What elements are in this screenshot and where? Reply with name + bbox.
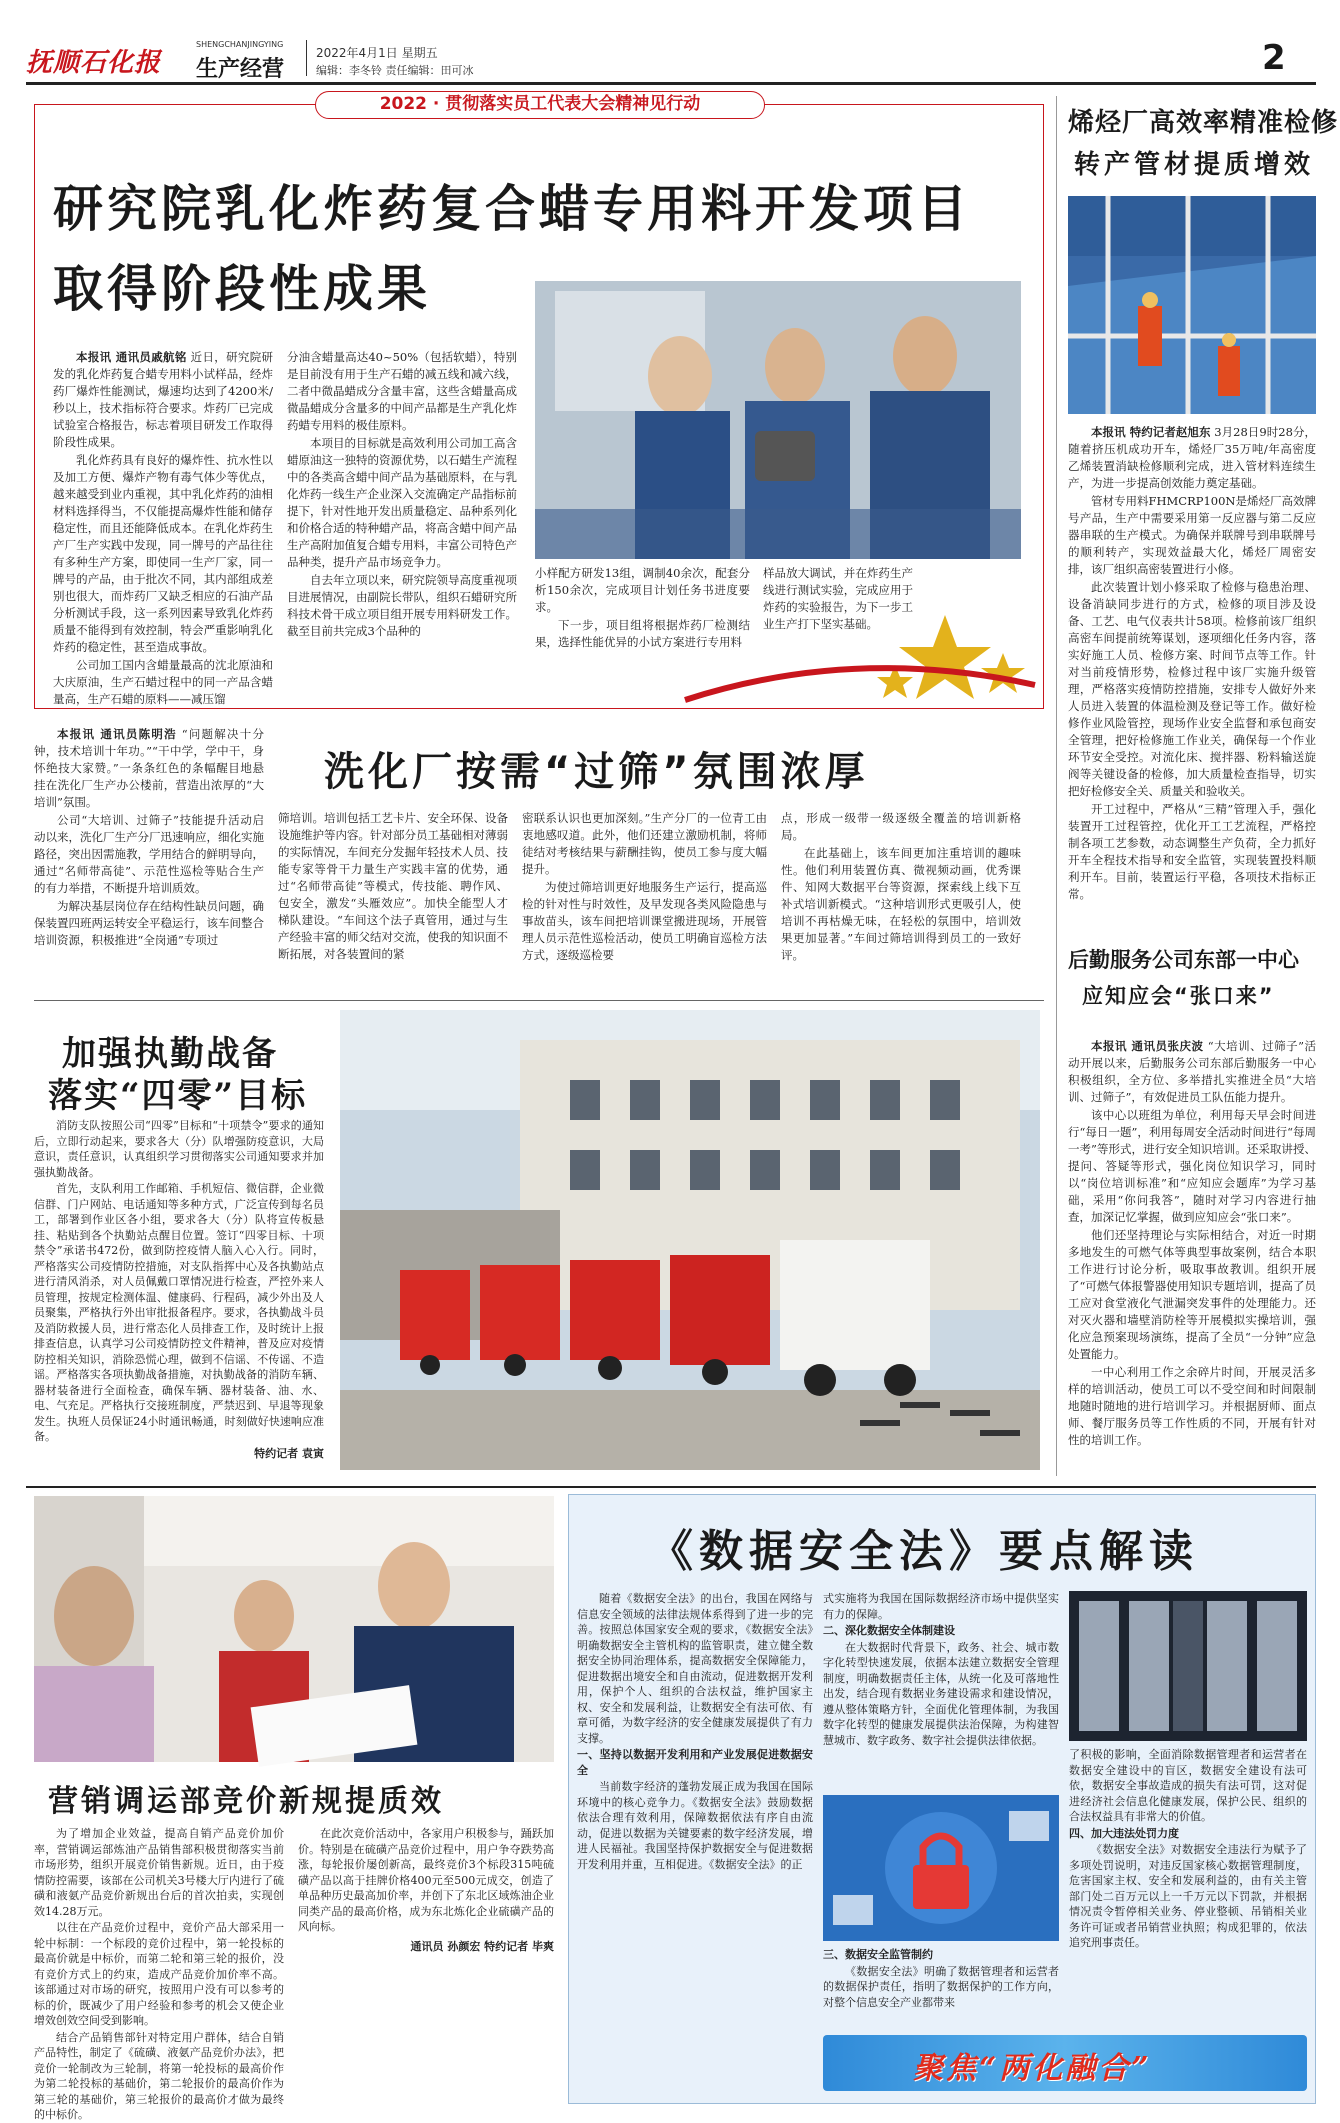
shuju-heading-1: 一、坚持以数据开发利用和产业发展促进数据安全 <box>577 1748 813 1777</box>
focus-banner <box>823 2035 1307 2091</box>
fire-station-photo <box>340 1010 1040 1470</box>
shuju-heading-3: 三、数据安全监管制约 <box>823 1948 933 1961</box>
xihua-column-1 <box>34 726 264 996</box>
xihua-col4-para1: 点，形成一级带一级逐级全覆盖的培训新格局。 <box>781 811 1021 842</box>
security-lock-photo <box>823 1795 1059 1941</box>
lead-photo-researchers <box>535 281 1021 559</box>
houqin-story <box>1068 944 1316 1474</box>
jianpeng-story <box>1068 96 1339 936</box>
lead-column-2 <box>287 349 517 699</box>
houqin-byline: 本报讯 通讯员张庆波 <box>1091 1039 1204 1053</box>
right-column-divider <box>1056 96 1057 1476</box>
lead-col3-para1: 小样配方研发13组，调制40余次，配套分析150余次，完成项目计划任务书进度要求。 <box>535 566 750 614</box>
shuju-para1: 当前数字经济的蓬勃发展正成为我国在国际环境中的核心竞争力。《数据安全法》鼓励数据依法合理有效利用，保障数据依法有序自由流动，促进以数据为关键要素的数字经济发展，增进人民福祉。我国坚持保护数据安全与促进数据开发利用并重，互相促进。《数据安全法》的正 <box>577 1780 813 1871</box>
xiaofang-para2: 首先，支队利用工作邮箱、手机短信、微信群，企业微信群、门户网站、电话通知等多种方式，广泛宣传到每名员工，部署到作业区各小组，要求各大（分）队将宣传板悬挂、粘贴到各个执勤站点醒目位置。签订“四零目标、十项禁令”承诺书472份，做到防控疫情人脑入心入行。同时，严格落实公司疫情防控措施，对支队指挥中心及各执勤站点进行清风消杀，对人员佩戴口罩情况进行检查，严控外来人员管理，按规定检测体温、健康码、行程码，减少外出及人员聚集，严格执行外出审批报备程序。要求，各执勤战斗员及消防救援人员，进行常态化人员排查工作，及时统计上报排查信息，认真学习公司疫情防控文件精神，普及应对疫情防控相关知识，消除恐慌心理，做到不信谣、不传谣、不造谣。严格落实各项执勤战备措施，对执勤战备的消防车辆、器材装备进行全面检查，确保车辆、器材装备、油、水、电、气充足。严格执行交接班制度，严禁迟到、早退等现象发生。执班人员保证24小时通讯畅通，时刻做好快速响应准备。 <box>34 1182 324 1443</box>
yingxiao-byline: 通讯员 孙颜宏 特约记者 毕爽 <box>410 1939 554 1953</box>
lead-col2-para3: 自去年立项以来，研究院领导高度重视项目进展情况，由副院长带队，组织石蜡研究所科技术骨干成立项目组开展专用料研发工作。截至目前共完成3个品种的 <box>287 573 517 638</box>
houqin-para1: “大培训、过筛子”活动开展以来，后勤服务公司东部后勤服务一中心积极组织，全方位、多举措扎实推进全员“大培训、过筛子”，有效促进员工队伍能力提升。 <box>1068 1039 1317 1104</box>
shuju-intro: 随着《数据安全法》的出台，我国在网络与信息安全领域的法律法规体系得到了进一步的完善。按照总体国家安全观的要求，《数据安全法》明确数据安全主管机构的监管职责，建立健全数据安全协同治理体系，提高数据安全保障能力，促进数据出境安全和自由流动，促进数据开发利用，保护个人、组织的合法权益，维护国家主权、安全和发展利益，让数据安全有法可依、有章可循，为数字经济的安全健康发展提供了有力支撑。 <box>577 1592 813 1745</box>
lock-illustration <box>823 1795 1059 1941</box>
page-number: 2 <box>1262 38 1286 78</box>
jianpeng-para2: 管材专用料FHMCRP100N是烯烃厂高效牌号产品，生产中需要采用第一反应器与第二反应器串联的生产模式。为确保并联牌号到串联牌号的顺利转产，实现效益最大化，烯烃厂周密安排，该厂组织高密装置进行小修。 <box>1068 494 1316 576</box>
section-title: 生产经营 <box>196 57 285 82</box>
divider-lower <box>26 1486 1316 1488</box>
masthead-divider <box>306 40 307 76</box>
xihua-col1-para3: 为解决基层岗位存在结构性缺员问题，确保装置四班两运转安全平稳运行，该车间整合培训资源，积极推进“全岗通”专项过 <box>34 899 264 947</box>
houqin-headline-1: 后勤服务公司东部一中心 <box>1068 948 1299 972</box>
shuju-para4: 《数据安全法》对数据安全违法行为赋予了多项处罚说明，对违反国家核心数据管理制度，危害国家主权、安全和发展利益的，由有关主管部门处二百万元以上一千万元以下罚款，并根据情况责令暂停相关业务、停业整顿、吊销相关业务许可证或者吊销营业执照；构成犯罪的，依法追究刑事责任。 <box>1069 1843 1307 1949</box>
jianpeng-headline-1: 烯烃厂高效率精准检修 <box>1068 108 1339 138</box>
lead-col2-para2: 本项目的目标就是高效利用公司加工高含蜡原油这一独特的资源优势，以石蜡生产流程中的各类高含蜡中间产品为基础原料，在与乳化炸药一线生产企业深入交流确定产品指标前提下，针对性地开发出质量稳定、品种系列化和价格合适的特种蜡产品，将高含蜡中间产品生产高附加值复合蜡专用料，丰富公司特色产品种类，提升产品市场竞争力。 <box>287 436 517 569</box>
shuju-column-1 <box>577 1591 813 2097</box>
xiaofang-para1: 消防支队按照公司“四零”目标和“十项禁令”要求的通知后，立即行动起来，要求各大（分）队增强防疫意识，大局意识，责任意识，认真组织学习贯彻落实公司通知要求并加强执勤战备。 <box>34 1119 324 1179</box>
yingxiao-para2: 以往在产品竞价过程中，竞价产品大部采用一轮中标制：一个标段的竞价过程中，第一轮投标的最高价就是中标价，而第二轮和第三轮的报价，没有竞价方式上的约束，造成产品竞价加价率不高。该部通过对市场的研究，按照用户没有可以参考的标的价，既减少了用户经验和参考的机会又使企业增效创效空间受到影响。 <box>34 1921 284 2027</box>
shuju-para2: 在大数据时代背景下，政务、社会、城市数字化转型快速发展，依据本法建立数据安全管理制度，明确数据责任主体，从统一化及可落地性出发，结合现有数据业务建设需求和建设情况，遵从整体策略方针，全面优化管理体制，为我国数字化转型的健康发展提供法治保障，为构建智慧城市、数字政务、数字社会提供法律依据。 <box>823 1640 1059 1747</box>
maintenance-illustration <box>1068 196 1316 414</box>
xihua-headline: 洗化厂按需“过筛”氛围浓厚 <box>324 749 869 795</box>
yingxiao-column-2 <box>298 1826 554 2106</box>
lead-col4-para1: 样品放大调试，并在炸药生产线进行测试实验，完成应用于炸药的实验报告，为下一步工业生产打下坚实基础。 <box>763 566 913 631</box>
shuju-para3: 《数据安全法》明确了数据管理者和运营者的数据保护责任，指明了数据保护的工作方向，对整个信息安全产业都带来 <box>823 1964 1059 2009</box>
houqin-para2: 该中心以班组为单位，利用每天早会时间进行“每日一题”，利用每周安全活动时间进行“每周一考”等形式，进行安全知识培训。还采取讲授、提问、答疑等形式，强化岗位知识学习，同时以“岗位培训标准”和“应知应会题库”为学习基础，采用“你问我答”，随时对学习内容进行抽查，加深记忆掌握，做到应知应会“张口来”。 <box>1068 1108 1316 1224</box>
houqin-para3: 他们还坚持理论与实际相结合，对近一时期多地发生的可燃气体等典型事故案例，结合本职工作进行讨论分析，吸取事故教训。组织开展了“可燃气体报警器使用知识专题培训，提高了员工应对食堂液化气泄漏突发事件的处理能力。还对灭火器和墙壁消防栓等开展模拟实操培训，强化应急预案现场演练，提高了全员“一分钟”应急处置能力。 <box>1068 1228 1316 1361</box>
xiaofang-byline: 特约记者 袁寅 <box>254 1446 324 1460</box>
houqin-headline-2: 应知应会“张口来” <box>1082 984 1275 1008</box>
datacenter-photo <box>1069 1591 1307 1741</box>
yingxiao-column-1 <box>34 1826 284 2121</box>
researchers-illustration <box>535 281 1021 559</box>
jianpeng-para4: 开工过程中，严格从“三精”管理入手，强化装置开工过程管控，优化开工工艺流程，严格控制各项工艺参数，动态调整生产负荷，全力抓好开车全程技术指导和安全监管，实现装置投料顺利开车。目前，装置运行平稳，各项技术指标正常。 <box>1068 802 1316 901</box>
masthead-rule <box>26 82 1316 85</box>
lead-byline: 本报讯 通讯员戚航铭 <box>76 350 187 364</box>
xihua-col4-para2: 在此基础上，该车间更加注重培训的趣味性。他们利用装置仿真、微视频动画，优秀课件、知网大数据平台等资源，探索线上线下互补式培训新模式。“这种培训形式更吸引人，使培训不再枯燥无味，在轻松的氛围中，培训效果更加显著。”车间过筛培训得到员工的一致好评。 <box>781 846 1021 962</box>
jianpeng-byline: 本报讯 特约记者赵旭东 <box>1091 425 1211 439</box>
bidding-illustration <box>34 1496 554 1762</box>
datacenter-illustration <box>1069 1591 1307 1741</box>
houqin-body <box>1068 1038 1316 1474</box>
masthead <box>0 0 1340 80</box>
lead-headline-2: 取得阶段性成果 <box>53 260 431 318</box>
shuju-column-2-lower <box>823 1947 1059 2027</box>
xihua-byline: 本报讯 通讯员陈明浩 <box>57 727 177 741</box>
houqin-para4: 一中心利用工作之余碎片时间，开展灵活多样的培训活动，使员工可以不受空间和时间限制地随时随地的进行培训学习。并根据厨师、面点师、餐厅服务员等工作性质的不同，开展有针对性的培训工作。 <box>1068 1365 1316 1447</box>
xihua-col3-para2: 为使过筛培训更好地服务生产运行，提高巡检的针对性与时效性，及早发现各类风险隐患与事故苗头，该车间把培训课堂搬进现场，开展管理人员示范性巡检活动，使员工明确盲巡检方法方式，逐级巡检要 <box>522 880 767 962</box>
lead-banner <box>315 91 765 119</box>
jianpeng-para1: 3月28日9时28分，随着挤压机成功开车，烯烃厂35万吨/年高密度乙烯装置消缺检修顺利完成，进入管材料连续生产，为进一步提高创效能力奠定基础。 <box>1068 425 1316 490</box>
focus-banner-text: 聚焦“两化融合” <box>913 2051 1152 2086</box>
shuju-heading-4: 四、加大违法处罚力度 <box>1069 1826 1179 1840</box>
xihua-col1-para2: 公司“大培训、过筛子”技能提升活动启动以来，洗化厂生产分厂迅速响应，细化实施路径，突出因需施教，学用结合的鲜明导向，通过“名师带高徒”、示范性巡检等贴合生产的有力举措，不断提升培训质效。 <box>34 813 264 895</box>
shuju-story <box>568 1494 1316 2104</box>
shuju-column-3 <box>1069 1747 1307 2029</box>
xiaofang-headline-1: 加强执勤战备 <box>62 1034 278 1074</box>
xihua-column-4 <box>781 810 1021 996</box>
newspaper-logo: 抚顺石化报 <box>26 48 162 78</box>
xiaofang-headline-2: 落实“四零”目标 <box>48 1076 308 1116</box>
lead-headline-1: 研究院乳化炸药复合蜡专用料开发项目 <box>53 180 971 238</box>
xiaofang-body <box>34 1118 324 1470</box>
xihua-story <box>34 726 1044 996</box>
jianpeng-body <box>1068 424 1316 934</box>
shuju-column-2 <box>823 1591 1059 1791</box>
yingxiao-para4: 在此次竞价活动中，各家用户积极参与，踊跃加价。特别是在硫磺产品竞价过程中，用户争夺跌势高涨，每轮报价屡创新高，最终竞价3个标段315吨硫磺产品以高于挂牌价格400元至500元成交，创造了单品种历史最高加价率，并创下了东北区域炼油企业同类产品的最高价格，成为东北炼化企业硫磺产品的风向标。 <box>298 1827 554 1933</box>
lead-col1-para3: 公司加工国内含蜡量最高的沈北原油和大庆原油，生产石蜡过程中的同一产品含蜡量高，生产石蜡的原料——减压馏 <box>53 658 273 706</box>
yingxiao-para1: 为了增加企业效益，提高自销产品竞价加价率，营销调运部炼油产品销售部积极贯彻落实当前市场形势，组织开展竞价销售新规。近日，由于疫情防控需要，该部在公司机关3号楼大厅内进行了硫磺和液氨产品竞价新规出台后的首次拍卖，实现创效14.28万元。 <box>34 1827 284 1918</box>
maintenance-photo <box>1068 196 1316 414</box>
shuju-headline: 《数据安全法》要点解读 <box>649 1526 1199 1577</box>
lead-column-3 <box>535 565 750 705</box>
shuju-para1b: 式实施将为我国在国际数据经济市场中提供坚实有力的保障。 <box>823 1592 1059 1621</box>
issue-date: 2022年4月1日 星期五 <box>316 46 438 60</box>
lead-col1-para2: 乳化炸药具有良好的爆炸性、抗水性以及加工方便、爆炸产物有毒气体少等优点，越来越受到业内重视，其中乳化炸药的油相材料选择得当，不仅能提高爆炸性能和储存稳定性，而且还能降低成本。在乳化炸药生产厂生产实践中发现，同一牌号的产品往往有多种生产方案，即使同一生产厂家，同一牌号的产品，由于批次不同，其内部组成差别也很大，而炸药厂又缺乏相应的石油产品分析测试手段，这一系列因素导致乳化炸药质量不能得到有效控制，特会严重影响乳化炸药的稳定性，甚至造成事故。 <box>53 453 273 654</box>
editors-line: 编辑：李冬铃 责任编辑：田可冰 <box>316 64 474 77</box>
section-english: SHENGCHANJINGYING <box>196 40 284 49</box>
lead-story <box>34 94 1044 709</box>
xihua-column-3 <box>522 810 767 996</box>
xihua-col2-para1: 筛培训。培训包括工艺卡片、安全环保、设备设施维护等内容。针对部分员工基础相对薄弱的实际情况，车间充分发掘年轻技术人员、技能专家等骨干力量生产实践丰富的优势，通过“名师带高徒”等模式，传技能、聘作风、包安全，激发“头雁效应”。加快全能型人才梯队建设。“车间这个法子真管用，通过与生产经验丰富的师父结对交流，使我的知识面不断拓展，对各装置间的紧 <box>278 811 508 961</box>
xihua-col3-para1: 密联系认识也更加深刻。”生产分厂的一位青工由衷地感叹道。此外，他们还建立激励机制，将师徒结对考核结果与薪酬挂钩，使员工参与度大幅提升。 <box>522 811 767 876</box>
fire-station-illustration <box>340 1010 1040 1470</box>
bidding-photo <box>34 1496 554 1762</box>
xiaofang-story <box>34 1010 1044 1470</box>
yingxiao-headline: 营销调运部竞价新规提质效 <box>48 1784 444 1819</box>
xihua-col1-text: “问题解决十分钟，技术培训十年功。”“干中学，学中干，身怀绝技大家赞。”一条条红色的条幅醒目地悬挂在洗化厂生产办公楼前，营造出浓厚的“大培训”氛围。 <box>34 727 264 809</box>
jianpeng-headline-2: 转产管材提质增效 <box>1074 150 1315 180</box>
jianpeng-para3: 此次装置计划小修采取了检修与稳患治理、设备消缺同步进行的方式，检修的项目涉及设备、工艺、电气仪表共计58项。检修前该厂组织高密车间提前统筹谋划，逐项细化任务内容，落实好施工人员、检修方案、时间节点等工作。针对当前疫情形势，检修过程中该厂实施升级管理，严格落实疫情防控措施，安排专人做好外来人员进入装置的体温检测及登记等工作。做好检修作业风险管控，现场作业安全监督和承包商安全管理，把好检修施工作业关，确保每一个作业环节安全受控。对流化床、搅拌器、粉料输送旋阀等关键设备的检修，加大质量检查指导，切实把好检修安全关、质量关和验收关。 <box>1068 580 1316 798</box>
lead-col2-para1: 分油含蜡量高达40~50%（包括软蜡），特别是目前没有用于生产石蜡的减五线和减六线，二者中微晶蜡成分含量丰富，这些含蜡量高成微晶蜡成分含量多的中间产品都是生产乳化炸药蜡专用料的极佳原料。 <box>287 350 517 432</box>
xihua-column-2 <box>278 810 508 996</box>
lead-column-1 <box>53 349 274 706</box>
shuju-para3b: 了积极的影响，全面消除数据管理者和运营者在数据安全建设中的盲区，数据安全建设有法可依，数据安全事故造成的损失有法可罚，这对促进经济社会信息化健康发展，保护公民、组织的合法权益具有非常大的价值。 <box>1069 1748 1307 1823</box>
yingxiao-para3: 结合产品销售部针对特定用户群体，结合自销产品特性，制定了《硫磺、液氨产品竞价办法》，把竞价一轮制改为三轮制，将第一轮投标的最高价作为第二轮投标的基础价，第二轮报价的最高价作为第三轮的基础价，第三轮报价的最高价才做为最终的中标价。 <box>34 2030 284 2121</box>
divider-mid <box>34 1000 1044 1001</box>
lead-col3-para2: 下一步，项目组将根据炸药厂检测结果，选择性能优异的小试方案进行专用料 <box>535 618 750 649</box>
lead-col1-text: 近日，研究院研发的乳化炸药复合蜡专用料小试样品，经炸药厂爆炸性能测试，爆速均达到了4200米/秒以上，技术指标符合要求。炸药厂已完成试验室合格报告，标志着项目研发工作取得阶段性成果。 <box>53 350 274 449</box>
lead-banner-text: 2022 · 贯彻落实员工代表大会精神见行动 <box>379 94 701 114</box>
shuju-heading-2: 二、深化数据安全体制建设 <box>823 1624 955 1637</box>
lead-column-4 <box>763 565 913 655</box>
yingxiao-story <box>34 1496 554 2121</box>
